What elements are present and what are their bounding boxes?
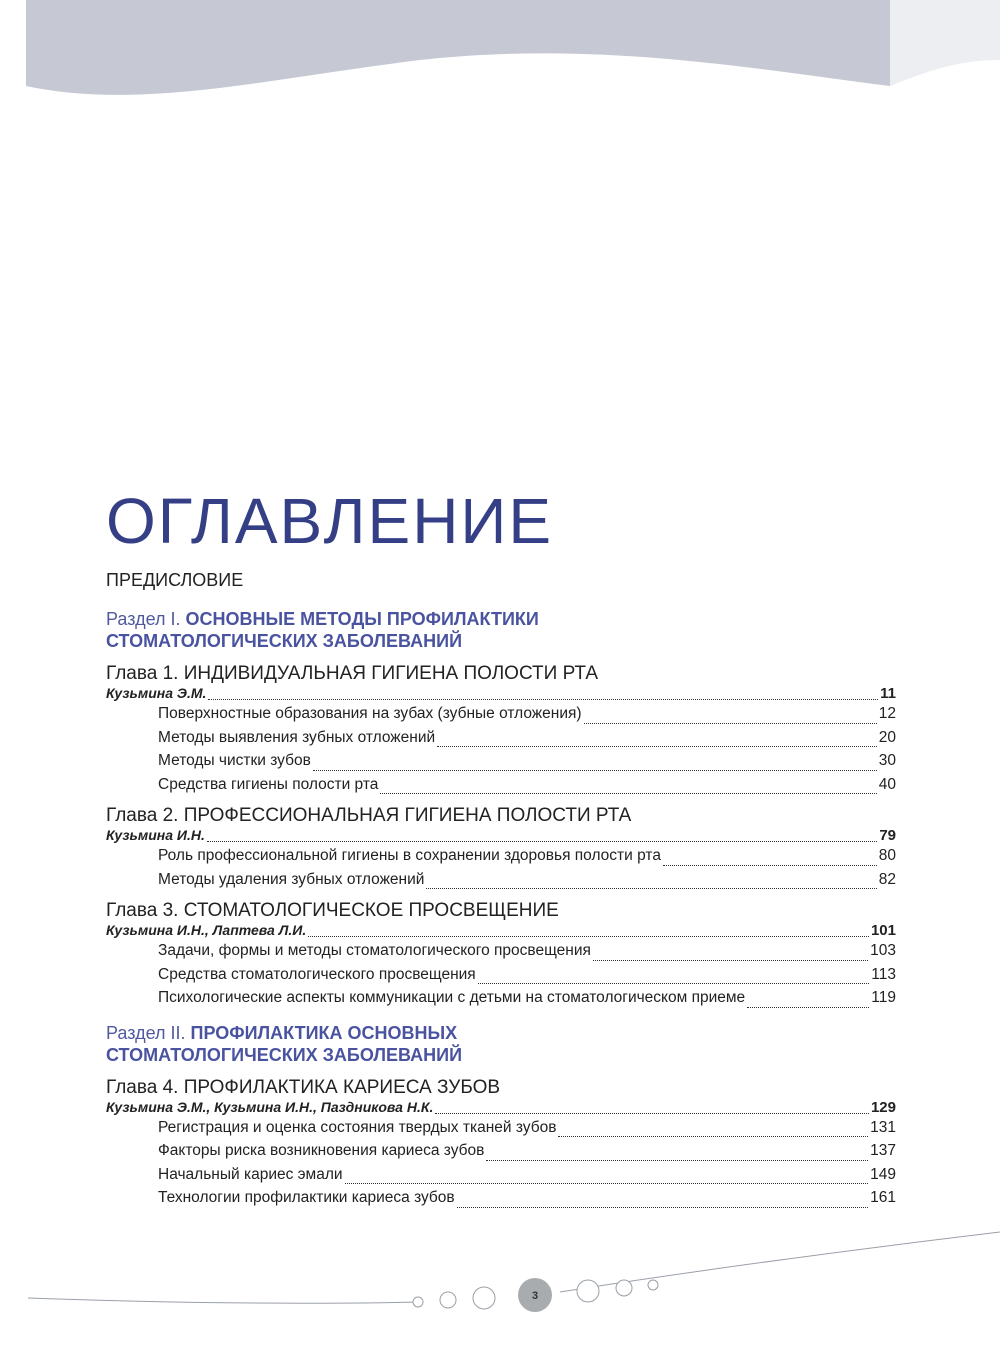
header-wave-decoration: [0, 0, 1000, 130]
dot-leader: [486, 1160, 868, 1161]
toc-entry[interactable]: [106, 1119, 896, 1143]
chapter-authors: Кузьмина Э.М., Кузьмина И.Н., Паздникова Н.К.: [106, 1098, 434, 1115]
footer-ring: [616, 1280, 632, 1296]
toc-entry[interactable]: [106, 1166, 896, 1190]
dot-leader: [345, 1183, 869, 1184]
dot-leader: [313, 770, 877, 771]
page-number: 119: [871, 989, 896, 1006]
chapter-authors-row[interactable]: [106, 827, 896, 847]
page-number: 113: [871, 965, 896, 983]
chapter-title[interactable]: Глава 4. ПРОФИЛАКТИКА КАРИЕСА ЗУБОВ: [106, 1076, 501, 1098]
page-number: 137: [870, 1142, 896, 1159]
dot-leader: [663, 865, 877, 866]
dot-leader: [558, 1136, 868, 1137]
dot-leader: [478, 983, 870, 984]
entry-label: Регистрация и оценка состояния твердых тканей зубов: [158, 1118, 557, 1136]
page-number: 79: [879, 827, 896, 844]
dot-leader: [593, 960, 868, 961]
page-number: 12: [878, 705, 896, 722]
toc-entry[interactable]: [106, 1189, 896, 1213]
page-number: 101: [870, 922, 896, 939]
dot-leader: [207, 841, 877, 842]
toc-entry[interactable]: [106, 847, 896, 871]
dot-leader: [426, 888, 876, 889]
chapter-authors: Кузьмина Э.М.: [106, 685, 207, 701]
entry-label: Технологии профилактики кариеса зубов: [158, 1189, 455, 1206]
entry-label: Психологические аспекты коммуникации с детьми на стоматологическом приеме: [158, 989, 746, 1006]
toc-entry[interactable]: [106, 966, 896, 990]
chapter-title[interactable]: Глава 3. СТОМАТОЛОГИЧЕСКОЕ ПРОСВЕЩЕНИЕ: [106, 900, 559, 921]
page-title: ОГЛАВЛЕНИЕ: [106, 484, 554, 557]
toc-entry[interactable]: [106, 942, 896, 966]
chapter-authors: Кузьмина И.Н., Лаптева Л.И.: [106, 922, 307, 938]
footer-ring: [413, 1297, 423, 1307]
entry-label: Поверхностные образования на зубах (зубные отложения): [158, 705, 582, 722]
dot-leader: [437, 746, 877, 747]
dot-leader: [208, 699, 878, 700]
page-number: 131: [870, 1118, 896, 1136]
entry-label: Средства стоматологического просвещения: [158, 965, 476, 983]
entry-label: Средства гигиены полости рта: [158, 775, 379, 793]
chapter-title[interactable]: Глава 2. ПРОФЕССИОНАЛЬНАЯ ГИГИЕНА ПОЛОСТИ РТА: [106, 805, 632, 826]
page-number: 129: [870, 1098, 896, 1116]
dot-leader: [380, 793, 876, 794]
toc-section-2[interactable]: [106, 1023, 896, 1067]
entry-label: Задачи, формы и методы стоматологического просвещения: [158, 942, 591, 959]
toc-section-1[interactable]: [106, 609, 896, 653]
entry-label: Методы удаления зубных отложений: [158, 870, 425, 888]
page-number: 103: [870, 942, 896, 959]
footer-ring: [577, 1280, 599, 1302]
entry-label: Методы выявления зубных отложений: [158, 728, 436, 746]
page-number: 80: [878, 847, 896, 864]
page-number-label: 3: [531, 1290, 539, 1302]
chapter-authors-row[interactable]: [106, 685, 896, 705]
footer-decoration: [0, 1220, 1000, 1340]
entry-label: Начальный кариес эмали: [158, 1165, 343, 1183]
chapter-authors-row[interactable]: [106, 922, 896, 942]
dot-leader: [435, 1113, 869, 1114]
page-number: 20: [878, 728, 896, 746]
dot-leader: [308, 936, 869, 937]
footer-ring: [440, 1292, 456, 1308]
page-number: 161: [870, 1189, 896, 1206]
dot-leader: [747, 1007, 869, 1008]
toc-entry[interactable]: [106, 1142, 896, 1166]
toc-entry[interactable]: [106, 989, 896, 1013]
section-title-line2: СТОМАТОЛОГИЧЕСКИХ ЗАБОЛЕВАНИЙ: [106, 1044, 463, 1065]
section-prefix: Раздел II.: [106, 1022, 191, 1043]
entry-label: Методы чистки зубов: [158, 752, 311, 769]
page-number: 40: [878, 775, 896, 793]
toc-entry[interactable]: [106, 871, 896, 895]
dot-leader: [457, 1207, 868, 1208]
page-number: 82: [878, 870, 896, 888]
footer-ring: [473, 1287, 495, 1309]
page-number: 11: [880, 685, 896, 702]
section-title-line1: ОСНОВНЫЕ МЕТОДЫ ПРОФИЛАКТИКИ: [185, 609, 539, 629]
toc-entry[interactable]: [106, 752, 896, 776]
chapter-title[interactable]: Глава 1. ИНДИВИДУАЛЬНАЯ ГИГИЕНА ПОЛОСТИ РТА: [106, 663, 599, 684]
toc-entry[interactable]: [106, 729, 896, 753]
page-number: 149: [870, 1165, 896, 1183]
toc-entry[interactable]: [106, 776, 896, 800]
section-title-line1: ПРОФИЛАКТИКА ОСНОВНЫХ: [190, 1022, 458, 1043]
dot-leader: [584, 723, 877, 724]
table-of-contents: [106, 570, 896, 1213]
chapter-authors: Кузьмина И.Н.: [106, 827, 205, 843]
entry-label: Факторы риска возникновения кариеса зубов: [158, 1142, 485, 1159]
section-prefix: Раздел I.: [106, 609, 186, 629]
page-number: 30: [878, 752, 896, 769]
toc-entry[interactable]: [106, 705, 896, 729]
entry-label: Роль профессиональной гигиены в сохранении здоровья полости рта: [158, 847, 661, 864]
chapter-authors-row[interactable]: [106, 1099, 896, 1119]
toc-foreword[interactable]: ПРЕДИСЛОВИЕ: [106, 570, 244, 590]
section-title-line2: СТОМАТОЛОГИЧЕСКИХ ЗАБОЛЕВАНИЙ: [106, 631, 463, 651]
footer-ring: [648, 1280, 658, 1290]
